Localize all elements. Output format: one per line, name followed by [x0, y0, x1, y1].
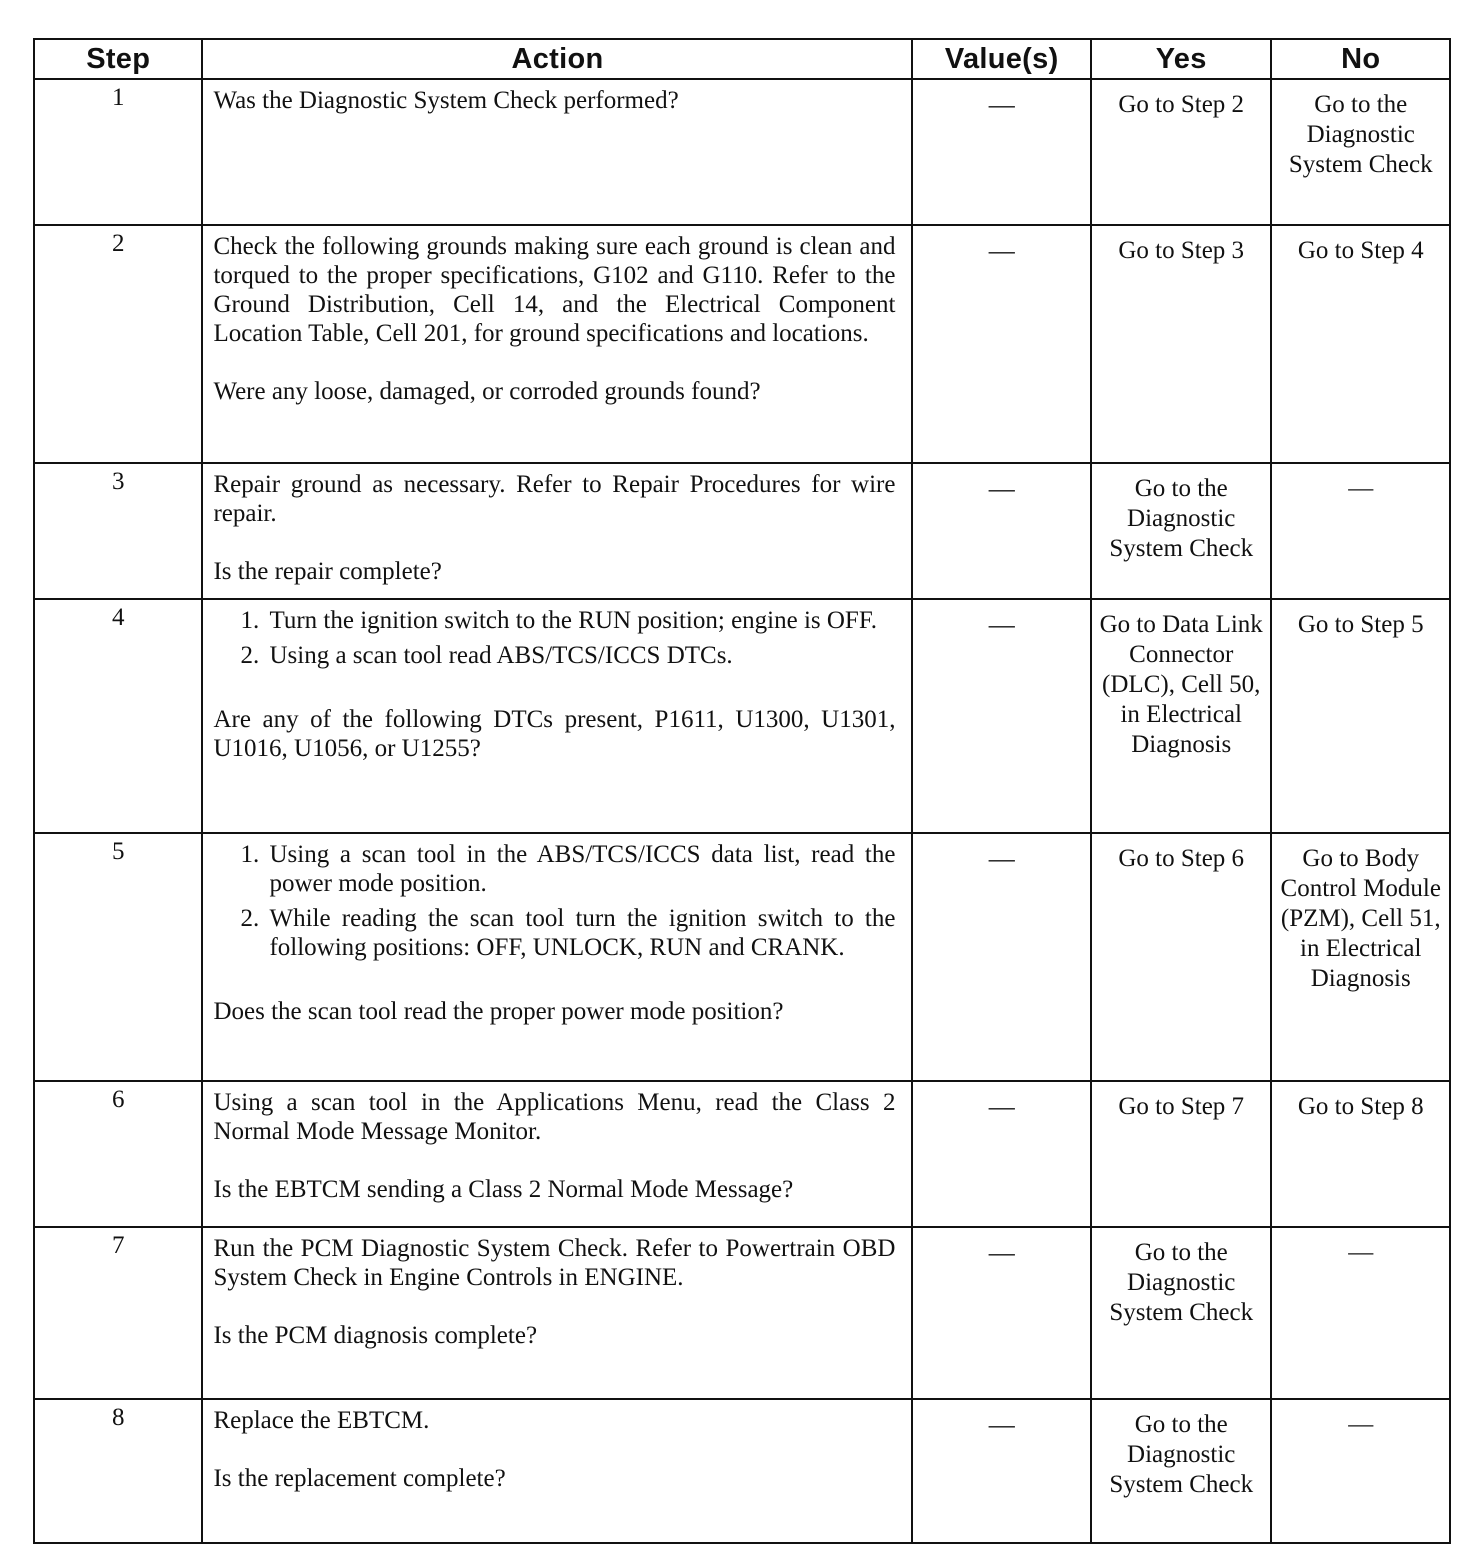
action-list-item: 1. Turn the ignition switch to the RUN position; engine is OFF.: [265, 606, 895, 635]
step-number: 3: [34, 463, 202, 599]
action-question: Is the replacement complete?: [213, 1465, 506, 1492]
step-number: 5: [34, 833, 202, 1081]
action-text: Repair ground as necessary. Refer to Repair Procedures for wire repair.: [213, 471, 896, 527]
action-text: Was the Diagnostic System Check performed?: [213, 87, 679, 114]
action-cell: [202, 225, 912, 463]
header-values: Value(s): [912, 39, 1091, 79]
header-no: No: [1271, 39, 1450, 79]
value-cell: —: [912, 1081, 1091, 1227]
table-row: [34, 833, 1450, 1081]
yes-cell: Go to Step 3: [1091, 225, 1272, 463]
value-cell: —: [912, 225, 1091, 463]
yes-cell: Go to the Diagnostic System Check: [1091, 1399, 1272, 1543]
yes-cell: Go to the Diagnostic System Check: [1091, 1227, 1272, 1399]
header-yes: Yes: [1091, 39, 1272, 79]
step-number: 4: [34, 599, 202, 833]
value-cell: —: [912, 79, 1091, 225]
step-number: 1: [34, 79, 202, 225]
table-row: [34, 599, 1450, 833]
action-cell: [202, 463, 912, 599]
action-text: Replace the EBTCM.: [213, 1407, 430, 1434]
action-cell: [202, 1399, 912, 1543]
value-cell: —: [912, 1227, 1091, 1399]
table-row: [34, 1227, 1450, 1399]
no-cell: Go to Step 5: [1271, 599, 1450, 833]
action-list-item: 2. Using a scan tool read ABS/TCS/ICCS DTCs.: [265, 641, 895, 670]
yes-cell: Go to Step 7: [1091, 1081, 1272, 1227]
no-cell: Go to Body Control Module (PZM), Cell 51, in Electrical Diagnosis: [1271, 833, 1450, 1081]
yes-cell: Go to Data Link Connector (DLC), Cell 50, in Electrical Diagnosis: [1091, 599, 1272, 833]
header-action: Action: [202, 39, 912, 79]
action-cell: [202, 79, 912, 225]
table-row: [34, 225, 1450, 463]
action-cell: [202, 1081, 912, 1227]
table-row: [34, 1081, 1450, 1227]
diagnostic-table: [33, 38, 1451, 1544]
no-cell: —: [1271, 1399, 1450, 1543]
action-question: Does the scan tool read the proper power mode position?: [213, 998, 784, 1025]
value-cell: —: [912, 1399, 1091, 1543]
value-cell: —: [912, 463, 1091, 599]
action-question: Is the EBTCM sending a Class 2 Normal Mode Message?: [213, 1176, 794, 1203]
yes-cell: Go to the Diagnostic System Check: [1091, 463, 1272, 599]
yes-cell: Go to Step 6: [1091, 833, 1272, 1081]
yes-cell: Go to Step 2: [1091, 79, 1272, 225]
no-cell: Go to Step 8: [1271, 1081, 1450, 1227]
action-text: Run the PCM Diagnostic System Check. Refer to Powertrain OBD System Check in Engine Controls in ENGINE.: [213, 1235, 896, 1291]
action-question: Were any loose, damaged, or corroded grounds found?: [213, 378, 761, 405]
value-cell: —: [912, 599, 1091, 833]
action-question: Is the repair complete?: [213, 558, 442, 585]
action-text: Check the following grounds making sure each ground is clean and torqued to the proper specifications, G102 and G110. Refer to the Ground Distribution, Cell 14, and the Electrical Component Location Table, Cell 201, for ground specifications and locations.: [213, 233, 896, 347]
value-cell: —: [912, 833, 1091, 1081]
step-number: 8: [34, 1399, 202, 1543]
step-number: 2: [34, 225, 202, 463]
action-text: Using a scan tool in the Applications Menu, read the Class 2 Normal Mode Message Monitor.: [213, 1089, 896, 1145]
action-list-item: 1. Using a scan tool in the ABS/TCS/ICCS data list, read the power mode position.: [265, 840, 895, 898]
action-cell: [202, 1227, 912, 1399]
action-list-item: 2. While reading the scan tool turn the ignition switch to the following positions: OFF, UNLOCK, RUN and CRANK.: [265, 904, 895, 962]
table-row: [34, 79, 1450, 225]
no-cell: —: [1271, 1227, 1450, 1399]
header-step: Step: [34, 39, 202, 79]
action-question: Is the PCM diagnosis complete?: [213, 1322, 538, 1349]
header-row: [34, 39, 1450, 79]
action-list: [213, 840, 895, 962]
action-cell: [202, 833, 912, 1081]
action-list: [213, 606, 895, 670]
action-question: Are any of the following DTCs present, P1611, U1300, U1301, U1016, U1056, or U1255?: [213, 706, 896, 762]
action-cell: [202, 599, 912, 833]
step-number: 6: [34, 1081, 202, 1227]
no-cell: Go to the Diagnostic System Check: [1271, 79, 1450, 225]
table-row: [34, 1399, 1450, 1543]
no-cell: Go to Step 4: [1271, 225, 1450, 463]
step-number: 7: [34, 1227, 202, 1399]
table-row: [34, 463, 1450, 599]
no-cell: —: [1271, 463, 1450, 599]
